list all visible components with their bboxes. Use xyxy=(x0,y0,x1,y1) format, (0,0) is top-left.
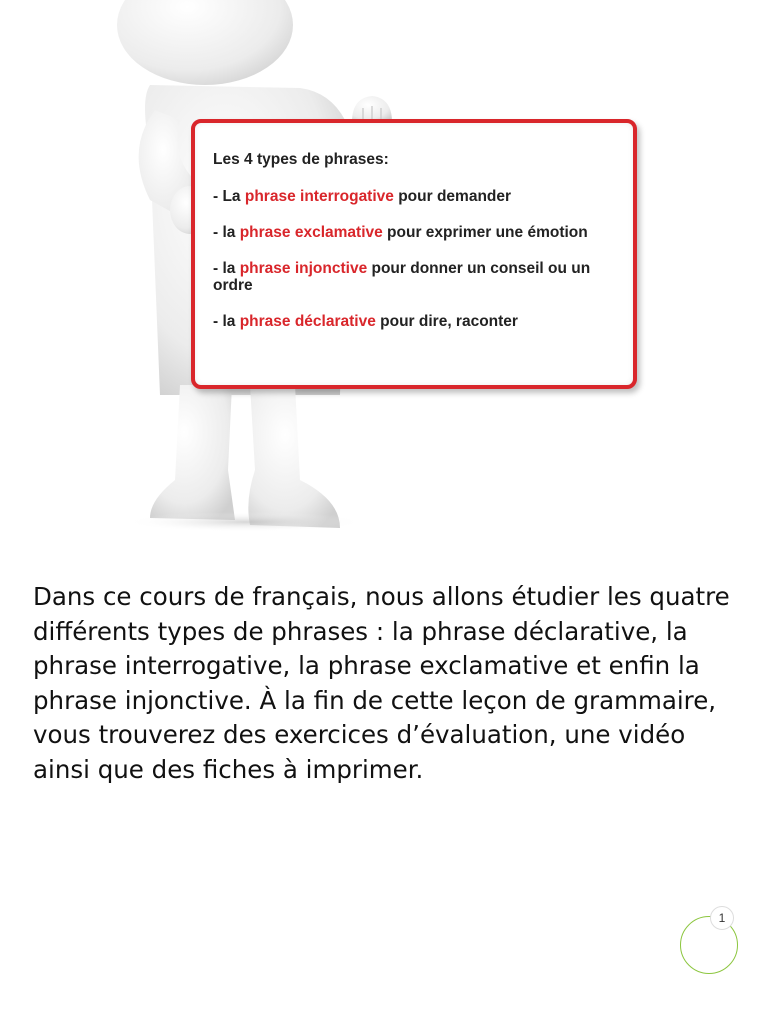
item-prefix: - La xyxy=(213,188,245,205)
item-highlight: phrase déclarative xyxy=(239,313,376,330)
item-highlight: phrase exclamative xyxy=(239,224,383,241)
item-suffix: pour demander xyxy=(393,188,512,205)
sign-board-item xyxy=(213,260,615,294)
intro-paragraph: Dans ce cours de français, nous allons étudier les quatre différents types de phrases : la phrase déclarative, la phrase interrogative, la phrase exclamative et enfin la phrase injonctive. À la fin de cette leçon de grammaire, vous trouverez des exercices d’évaluation, une vidéo ainsi que des fiches à imprimer. xyxy=(33,582,730,784)
item-highlight: phrase interrogative xyxy=(244,188,394,205)
sign-board-content xyxy=(213,151,615,349)
sign-board-title: Les 4 types de phrases: xyxy=(213,151,389,168)
item-suffix: pour dire, raconter xyxy=(375,313,518,330)
item-prefix: - la xyxy=(213,313,240,330)
item-prefix: - la xyxy=(213,224,240,241)
item-highlight: phrase injonctive xyxy=(239,260,368,277)
item-suffix: pour donner un conseil ou un ordre xyxy=(213,260,591,294)
sign-board-item xyxy=(213,188,615,205)
sign-board xyxy=(191,119,637,389)
sign-board-item xyxy=(213,313,615,330)
page-number: 1 xyxy=(710,906,734,930)
item-suffix: pour exprimer une émotion xyxy=(382,224,588,241)
sign-board-item xyxy=(213,224,615,241)
item-prefix: - la xyxy=(213,260,240,277)
